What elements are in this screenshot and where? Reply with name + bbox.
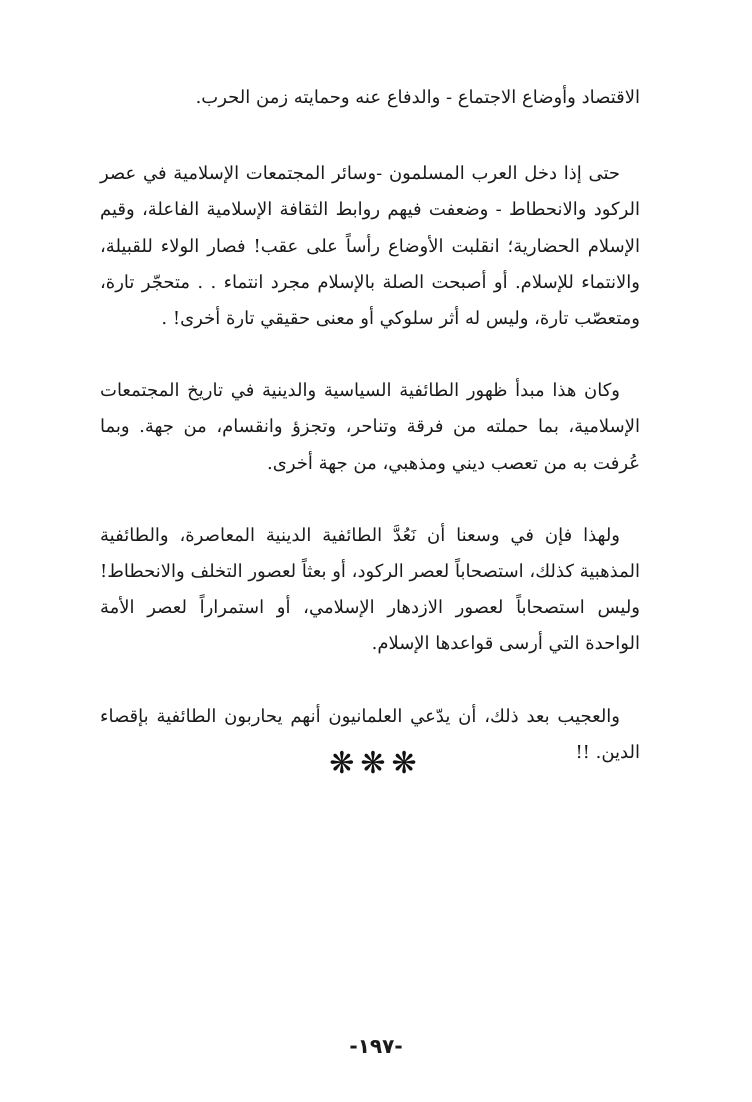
section-divider-ornament: ❋❋❋ <box>329 746 423 781</box>
paragraph-modern-sectarianism <box>100 518 640 663</box>
paragraph-decline-text: حتى إذا دخل العرب المسلمون -وسائر المجتمعات الإسلامية في عصر الركود والانحطاط - وضعفت فيهم روابط الثقافة الإسلامية الفاعلة، وقيم الإسلام الحضارية؛ انقلبت الأوضاع رأساً على عقب! فصار الولاء للقبيلة، والانتماء للإسلام. أو أصبحت الصلة بالإسلام مجرد انتماء . . متحجّر تارة، ومتعصّب تارة، وليس له أثر سلوكي أو معنى حقيقي تارة أخرى! . <box>100 163 640 330</box>
paragraph-secularists-text: والعجيب بعد ذلك، أن يدّعي العلمانيون أنهم يحاربون الطائفية بإقصاء الدين. !! <box>100 705 640 763</box>
paragraph-modern-sectarianism-text: ولهذا فإن في وسعنا أن نَعُدَّ الطائفية الدينية المعاصرة، والطائفية المذهبية كذلك، استصحاباً لعصر الركود، أو بعثاً لعصور التخلف والانحطاط! وليس استصحاباً لعصور الازدهار الإسلامي، أو استمراراً لعصر الأمة الواحدة التي أرسى قواعدها الإسلام. <box>100 524 640 655</box>
page-body <box>100 80 640 807</box>
paragraph-decline <box>100 156 640 337</box>
page-number: -١٩٧- <box>349 1034 403 1058</box>
paragraph-sectarianism-origin-text: وكان هذا مبدأ ظهور الطائفية السياسية والدينية في تاريخ المجتمعات الإسلامية، بما حملته من فرقة وتناحر، وتجزؤ وانقسام، من جهة. وبما عُرفت به من تعصب ديني ومذهبي، من جهة أخرى. <box>100 380 640 474</box>
paragraph-sectarianism-origin <box>100 373 640 482</box>
paragraph-continuation: الاقتصاد وأوضاع الاجتماع - والدفاع عنه وحمايته زمن الحرب. <box>195 87 640 108</box>
